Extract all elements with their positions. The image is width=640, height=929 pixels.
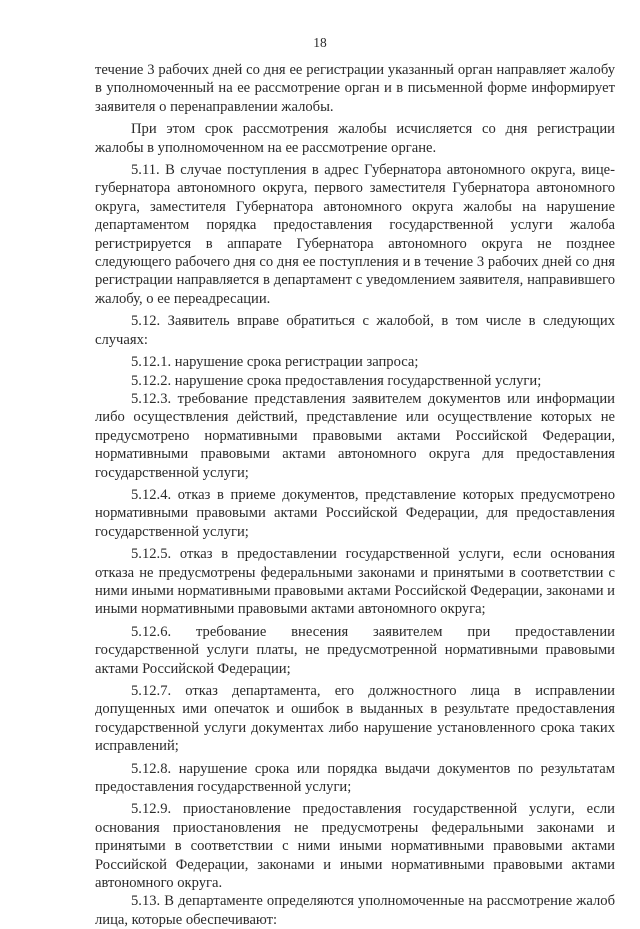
- paragraph: При этом срок рассмотрения жалобы исчисляется со дня регистрации жалобы в уполномоченном на ее рассмотрение органе.: [95, 121, 615, 156]
- paragraph-5-12-6: 5.12.6. требование внесения заявителем при предоставлении государственной услуги платы, не предусмотренной нормативными правовыми актами Российской Федерации;: [95, 623, 615, 677]
- paragraph: течение 3 рабочих дней со дня ее регистрации указанный орган направляет жалобу в уполномоченный на ее рассмотрение орган и в письменной форме информирует заявителя о перенаправлении жалобы.: [95, 62, 615, 115]
- paragraph-5-12-5: 5.12.5. отказ в предоставлении государственной услуги, если основания отказа не предусмотрены федеральными законами и принятыми в соответствии с ними иными нормативными правовыми актами Российской Федерации, законами и иными нормативными правовыми актами автономного округа;: [95, 546, 615, 618]
- page-number: 18: [313, 35, 327, 50]
- paragraph-5-11: 5.11. В случае поступления в адрес Губернатора автономного округа, вице-губернатора автономного округа, первого заместителя Губернатора автономного округа, заместителя Губернатора автономного округа жалобы на нарушение департаментом порядка предоставления государственной услуги жалоба регистрируется в аппарате Губернатора автономного округа не позднее следующего рабочего дня со дня ее поступления и в течение 3 рабочих дней со дня регистрации направляется в департамент с уведомлением заявителя, направившего жалобу, о ее переадресации.: [95, 162, 615, 307]
- paragraph-5-12-1: 5.12.1. нарушение срока регистрации запроса;: [131, 354, 419, 371]
- paragraph-5-12-3: 5.12.3. требование представления заявителем документов или информации либо осуществления действий, представление или осуществление которых не предусмотрено нормативными правовыми актами Российской Федерации, нормативными правовыми актами автономного округа для предоставления государственной услуги;: [95, 390, 615, 481]
- document-body: [95, 61, 615, 929]
- paragraph-5-12-9: 5.12.9. приостановление предоставления государственной услуги, если основания приостановления не предусмотрены федеральными законами и принятыми в соответствии с ними иными нормативными правовыми актами Российской Федерации, законами и иными нормативными правовыми актами автономного округа.: [95, 801, 615, 892]
- paragraph-5-12: 5.12. Заявитель вправе обратиться с жалобой, в том числе в следующих случаях:: [95, 313, 615, 348]
- paragraph-5-13: 5.13. В департаменте определяются уполномоченные на рассмотрение жалоб лица, которые обеспечивают:: [95, 893, 615, 928]
- paragraph-5-12-4: 5.12.4. отказ в приеме документов, представление которых предусмотрено нормативными правовыми актами Российской Федерации, для предоставления государственной услуги;: [95, 486, 615, 540]
- paragraph-5-12-8: 5.12.8. нарушение срока или порядка выдачи документов по результатам предоставления государственной услуги;: [95, 760, 615, 796]
- paragraph-5-12-7: 5.12.7. отказ департамента, его должностного лица в исправлении допущенных ими опечаток и ошибок в выданных в результате предоставления государственной услуги документах либо нарушение установленного срока таких исправлений;: [95, 683, 615, 755]
- paragraph-5-12-2: 5.12.2. нарушение срока предоставления государственной услуги;: [131, 372, 542, 389]
